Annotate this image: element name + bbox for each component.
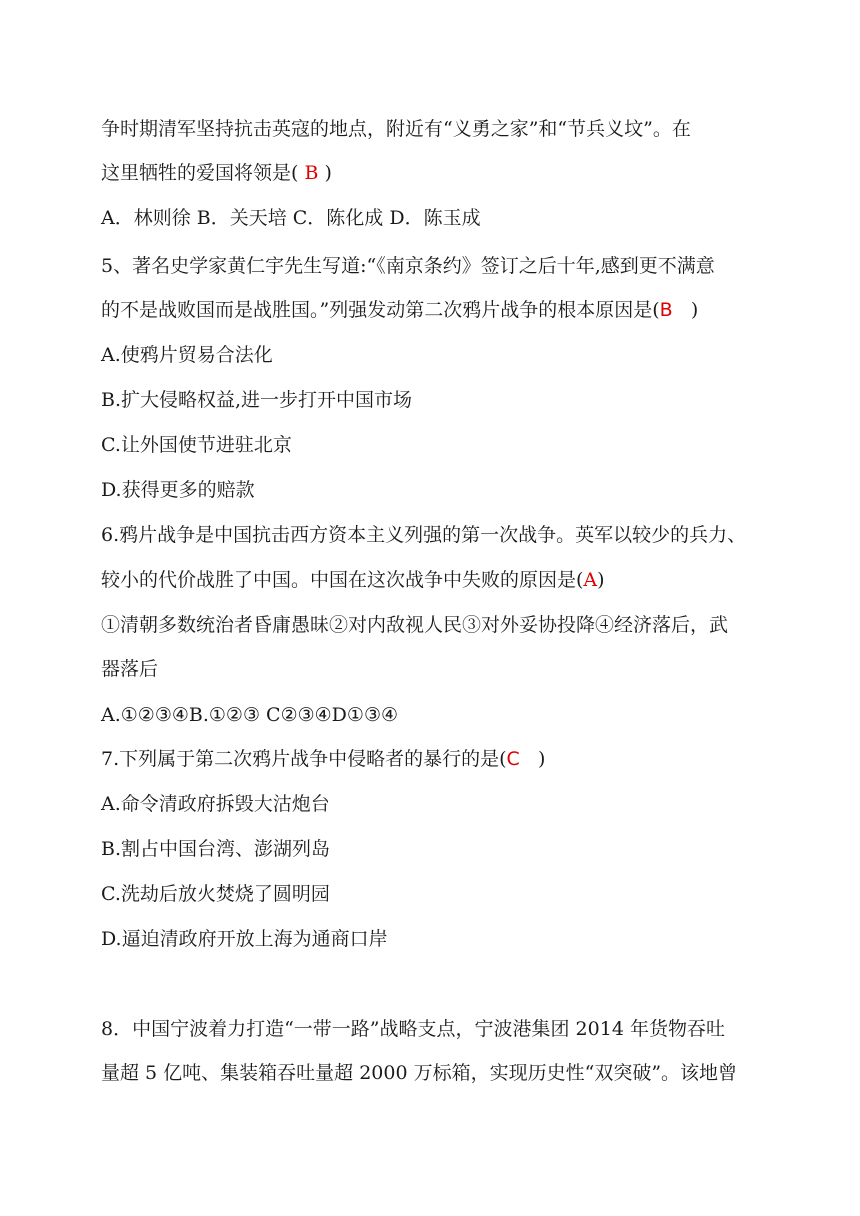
q7-option-a: A.命令清政府拆毁大沽炮台 — [101, 793, 330, 815]
q6-close-paren: ) — [597, 569, 605, 591]
q7-stem — [101, 746, 545, 772]
q5-close-paren: ) — [690, 299, 699, 321]
q6-stem-line-1: 6.鸦片战争是中国抗击西方资本主义列强的第一次战争。英军以较少的兵力、 — [101, 524, 747, 546]
q7-close-paren: ) — [537, 748, 546, 770]
q5-option-a: A.使鸦片贸易合法化 — [101, 344, 273, 366]
q6-options: A.①②③④B.①②③ C②③④D①③④ — [101, 704, 399, 726]
q4-stem-line-1: 争时期清军坚持抗击英寇的地点，附近有“义勇之家”和“节兵义坟”。在 — [101, 118, 691, 140]
q5-option-b: B.扩大侵略权益,进一步打开中国市场 — [101, 389, 413, 411]
q5-option-c: C.让外国使节进驻北京 — [101, 434, 292, 456]
q6-statements-line-2: 器落后 — [101, 658, 159, 680]
q4-options: A．林则徐 B．关天培 C．陈化成 D．陈玉成 — [101, 207, 481, 229]
q5-stem-line-2 — [101, 297, 698, 323]
q4-answer: B — [304, 162, 319, 184]
q7-option-c: C.洗劫后放火焚烧了圆明园 — [101, 883, 330, 905]
q8-stem-line-1: 8．中国宁波着力打造“一带一路”战略支点，宁波港集团 2014 年货物吞吐 — [101, 1018, 725, 1040]
q4-stem-line-2 — [101, 160, 332, 186]
q6-statements-line-1: ①清朝多数统治者昏庸愚昧②对内敌视人民③对外妥协投降④经济落后，武 — [101, 614, 729, 636]
q5-answer: B — [659, 299, 673, 321]
q8-stem-line-2: 量超 5 亿吨、集装箱吞吐量超 2000 万标箱，实现历史性“双突破”。该地曾 — [101, 1062, 738, 1084]
q6-answer: A — [583, 569, 598, 591]
q7-option-b: B.割占中国台湾、澎湖列岛 — [101, 838, 331, 860]
q4-stem-text: 这里牺牲的爱国将领是( — [101, 162, 299, 184]
q5-stem-text: 的不是战败国而是战胜国。”列强发动第二次鸦片战争的根本原因是( — [101, 299, 660, 321]
q6-stem-text: 较小的代价战胜了中国。中国在这次战争中失败的原因是( — [101, 569, 584, 591]
q5-option-d: D.获得更多的赔款 — [101, 479, 255, 501]
q7-option-d: D.逼迫清政府开放上海为通商口岸 — [101, 928, 388, 950]
q7-stem-text: 7.下列属于第二次鸦片战争中侵略者的暴行的是( — [101, 748, 507, 770]
q4-close-paren: ) — [324, 162, 332, 184]
q7-answer: C — [506, 748, 520, 770]
q5-stem-line-1: 5、著名史学家黄仁宇先生写道:“《南京条约》签订之后十年,感到更不满意 — [101, 255, 715, 277]
q6-stem-line-2 — [101, 567, 605, 593]
